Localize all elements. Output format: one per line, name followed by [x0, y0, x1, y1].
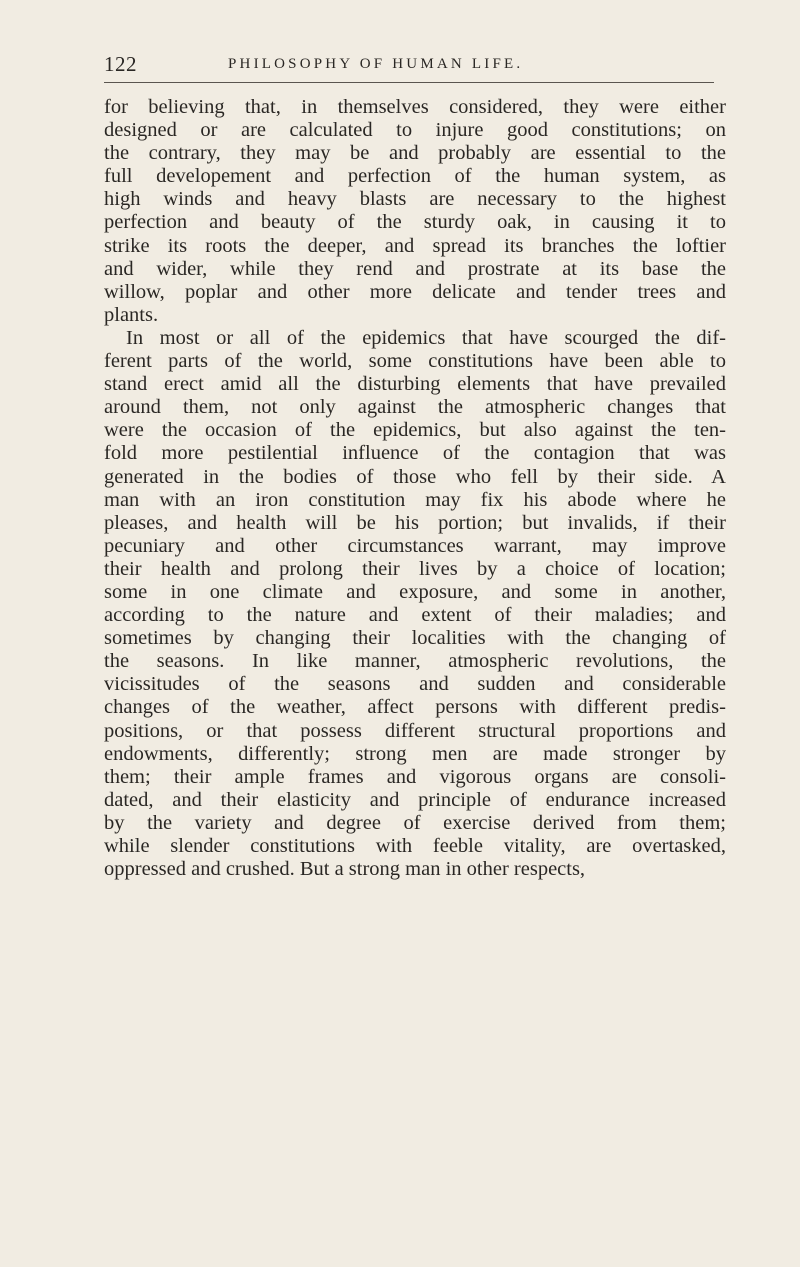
text-line: them; their ample frames and vigorous organs are consoli-: [104, 765, 726, 788]
header-rule: [104, 82, 714, 83]
text-line: sometimes by changing their localities with the changing of: [104, 627, 726, 650]
text-line: full developement and perfection of the human system, as: [104, 165, 726, 188]
text-line: man with an iron constitution may fix his abode where he: [104, 488, 726, 511]
text-line: pecuniary and other circumstances warrant, may improve: [104, 534, 726, 557]
text-line: the contrary, they may be and probably are essential to the: [104, 142, 726, 165]
text-line: according to the nature and extent of their maladies; and: [104, 604, 726, 627]
text-line: the seasons. In like manner, atmospheric revolutions, the: [104, 650, 726, 673]
text-line: changes of the weather, affect persons with different predis-: [104, 696, 726, 719]
text-line: willow, poplar and other more delicate and tender trees and: [104, 280, 726, 303]
text-line: generated in the bodies of those who fell by their side. A: [104, 465, 726, 488]
text-line: designed or are calculated to injure good constitutions; on: [104, 119, 726, 142]
text-line: and wider, while they rend and prostrate at its base the: [104, 257, 726, 280]
text-line: stand erect amid all the disturbing elements that have prevailed: [104, 373, 726, 396]
text-line: oppressed and crushed. But a strong man in other respects,: [104, 858, 586, 881]
text-line: were the occasion of the epidemics, but also against the ten-: [104, 419, 726, 442]
body-text: [104, 96, 726, 881]
page-header: [104, 52, 724, 82]
text-line: dated, and their elasticity and principle of endurance increased: [104, 788, 726, 811]
text-line: while slender constitutions with feeble vitality, are overtasked,: [104, 835, 726, 857]
page-number: 122: [104, 52, 137, 76]
text-line: perfection and beauty of the sturdy oak, in causing it to: [104, 211, 726, 234]
text-line: positions, or that possess different structural proportions and: [104, 719, 726, 742]
running-title: PHILOSOPHY OF HUMAN LIFE.: [228, 56, 524, 72]
text-line: strike its roots the deeper, and spread its branches the loftier: [104, 234, 726, 257]
text-line: some in one climate and exposure, and some in another,: [104, 580, 726, 603]
text-line: fold more pestilential influence of the contagion that was: [104, 442, 726, 465]
text-line: vicissitudes of the seasons and sudden and considerable: [104, 673, 726, 696]
text-line: plants.: [104, 303, 159, 326]
text-line: ferent parts of the world, some constitutions have been able to: [104, 350, 726, 373]
text-line: around them, not only against the atmospheric changes that: [104, 396, 726, 419]
text-line: their health and prolong their lives by a choice of location;: [104, 557, 726, 580]
text-line: by the variety and degree of exercise derived from them;: [104, 811, 726, 834]
text-line: for believing that, in themselves considered, they were either: [104, 96, 726, 118]
text-line: pleases, and health will be his portion; but invalids, if their: [104, 511, 726, 534]
text-line: high winds and heavy blasts are necessary to the highest: [104, 188, 726, 211]
text-line: endowments, differently; strong men are made stronger by: [104, 742, 726, 765]
text-line: In most or all of the epidemics that have scourged the dif-: [126, 326, 726, 349]
